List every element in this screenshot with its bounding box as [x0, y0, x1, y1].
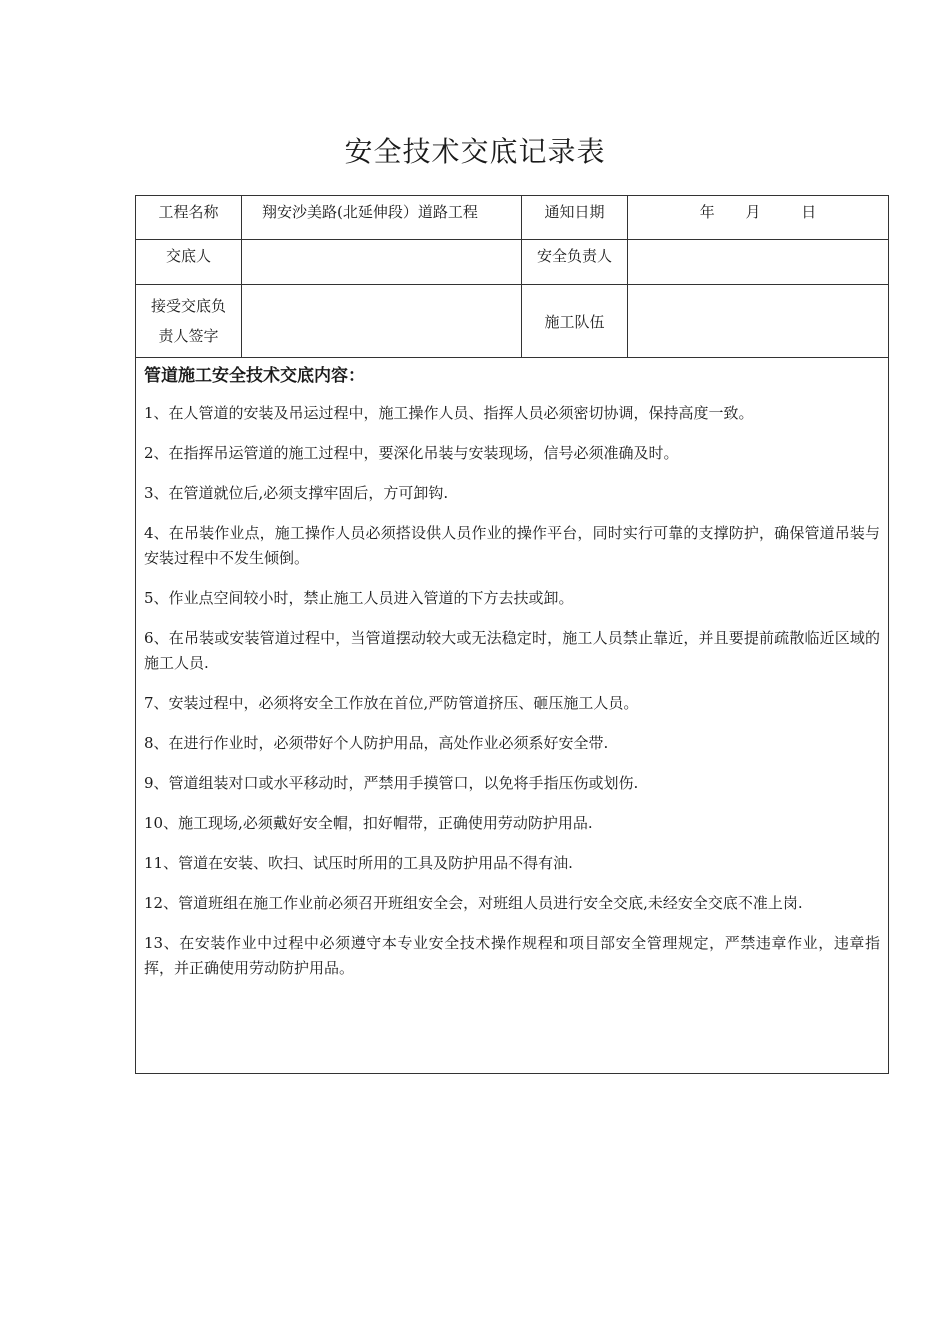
- content-item: 10、施工现场,必须戴好安全帽，扣好帽带，正确使用劳动防护用品.: [144, 814, 593, 832]
- presenter-label: 交底人: [136, 240, 242, 285]
- content-item: 12、管道班组在施工作业前必须召开班组安全会，对班组人员进行安全交底,未经安全交底不准上岗.: [144, 894, 803, 912]
- safety-officer-label: 安全负责人: [522, 240, 628, 285]
- table-row: [136, 285, 889, 358]
- notice-date-value: [628, 196, 889, 240]
- receiver-label-line2: 责人签字: [158, 327, 219, 345]
- content-item: 7、安装过程中，必须将安全工作放在首位,严防管道挤压、砸压施工人员。: [144, 694, 639, 712]
- presenter-value: [242, 240, 522, 285]
- notice-date-label: 通知日期: [522, 196, 628, 240]
- project-name-label: 工程名称: [136, 196, 242, 240]
- content-item: 3、在管道就位后,必须支撑牢固后，方可卸钩.: [144, 484, 449, 502]
- content-item-list: [144, 401, 880, 981]
- team-value: [628, 285, 889, 358]
- document-title: 安全技术交底记录表: [344, 135, 606, 168]
- content-item: 8、在进行作业时，必须带好个人防护用品，高处作业必须系好安全带.: [144, 734, 609, 752]
- safety-officer-value: [628, 240, 889, 285]
- content-item: 2、在指挥吊运管道的施工过程中，要深化吊装与安装现场，信号必须准确及时。: [144, 444, 679, 462]
- content-item: 5、作业点空间较小时，禁止施工人员进入管道的下方去扶或卸。: [144, 589, 574, 607]
- date-year: 年: [699, 203, 715, 221]
- project-name-value: 翔安沙美路(北延伸段）道路工程: [242, 196, 522, 240]
- briefing-content-cell: [136, 358, 889, 1074]
- team-label: 施工队伍: [522, 285, 628, 358]
- date-month: 月: [745, 203, 761, 221]
- table-row: [136, 240, 889, 285]
- receiver-signature-value: [242, 285, 522, 358]
- receiver-label-line1: 接受交底负: [150, 297, 226, 315]
- date-day: 日: [801, 203, 817, 221]
- content-item: 13、在安装作业中过程中必须遵守本专业安全技术操作规程和项目部安全管理规定，严禁违章作业，违章指挥，并正确使用劳动防护用品。: [144, 934, 880, 977]
- receiver-signature-label: [136, 285, 242, 358]
- content-item: 9、管道组装对口或水平移动时，严禁用手摸管口，以免将手指压伤或划伤.: [144, 774, 639, 792]
- content-heading: 管道施工安全技术交底内容：: [144, 366, 365, 386]
- table-row: [136, 358, 889, 1074]
- table-row: [136, 196, 889, 240]
- content-item: 1、在人管道的安装及吊运过程中，施工操作人员、指挥人员必须密切协调，保持高度一致。: [144, 404, 754, 422]
- content-item: 11、管道在安装、吹扫、试压时所用的工具及防护用品不得有油.: [144, 854, 573, 872]
- safety-briefing-record-table: [135, 195, 889, 1074]
- content-item: 6、在吊装或安装管道过程中，当管道摆动较大或无法稳定时，施工人员禁止靠近，并且要提前疏散临近区域的施工人员.: [144, 629, 880, 672]
- content-item: 4、在吊装作业点，施工操作人员必须搭设供人员作业的操作平台，同时实行可靠的支撑防护，确保管道吊装与安装过程中不发生倾倒。: [144, 524, 880, 567]
